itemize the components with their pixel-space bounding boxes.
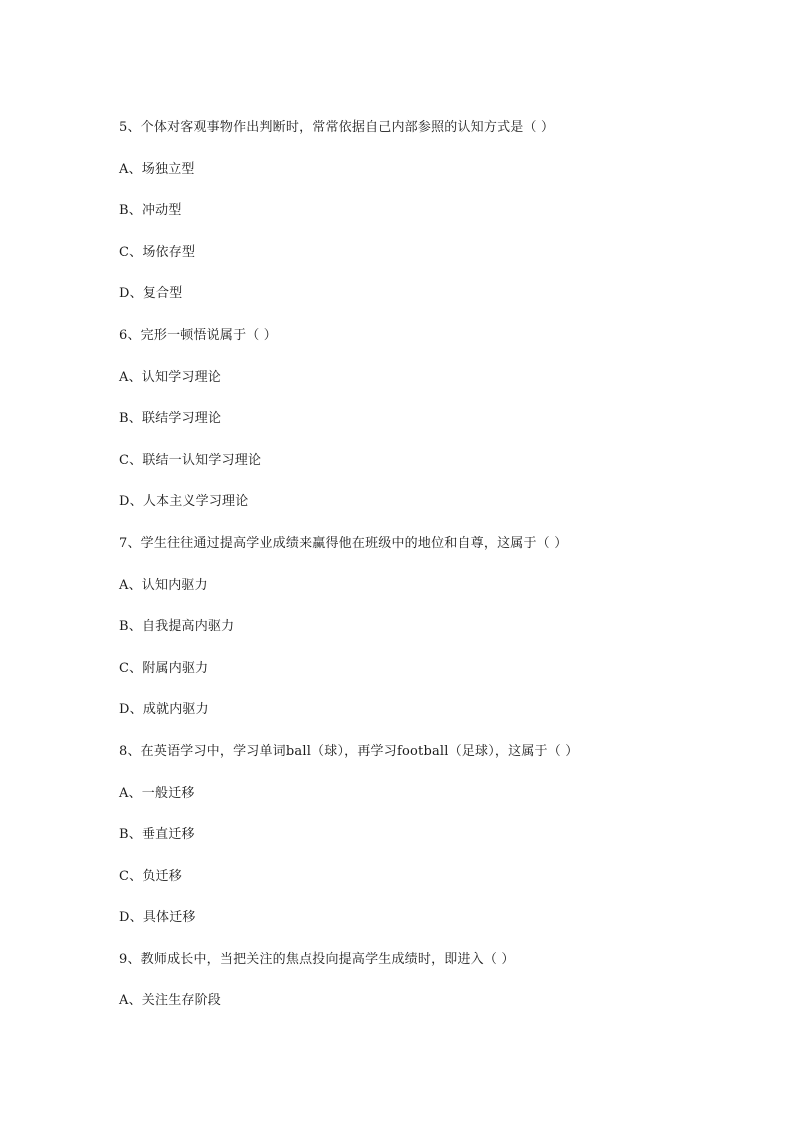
question-9-stem: 9、教师成长中，当把关注的焦点投向提高学生成绩时，即进入（ ） — [119, 952, 515, 967]
question-5-option-c: C、场依存型 — [119, 245, 196, 260]
question-8-option-a: A、一般迁移 — [119, 786, 195, 801]
question-6-option-a: A、认知学习理论 — [119, 370, 221, 385]
question-8-option-d: D、具体迁移 — [119, 910, 196, 925]
question-7-option-c: C、附属内驱力 — [119, 661, 209, 676]
question-8-stem: 8、在英语学习中，学习单词ball（球），再学习football（足球），这属于（ ） — [119, 744, 579, 759]
question-5-option-d: D、复合型 — [119, 286, 183, 301]
question-6-stem: 6、完形一顿悟说属于（ ） — [119, 328, 278, 343]
question-7-stem: 7、学生往往通过提高学业成绩来赢得他在班级中的地位和自尊，这属于（ ） — [119, 536, 568, 551]
question-9-option-a: A、关注生存阶段 — [119, 993, 221, 1008]
question-8-option-c: C、负迁移 — [119, 869, 182, 884]
question-6-option-b: B、联结学习理论 — [119, 411, 222, 426]
question-5-stem: 5、个体对客观事物作出判断时，常常依据自己内部参照的认知方式是（ ） — [119, 120, 555, 135]
question-7-option-a: A、认知内驱力 — [119, 578, 208, 593]
question-7-option-d: D、成就内驱力 — [119, 702, 209, 717]
question-8-option-b: B、垂直迁移 — [119, 827, 195, 842]
question-6-option-c: C、联结一认知学习理论 — [119, 453, 262, 468]
question-5-option-a: A、场独立型 — [119, 162, 195, 177]
question-6-option-d: D、人本主义学习理论 — [119, 494, 249, 509]
question-7-option-b: B、自我提高内驱力 — [119, 619, 235, 634]
question-5-option-b: B、冲动型 — [119, 203, 182, 218]
